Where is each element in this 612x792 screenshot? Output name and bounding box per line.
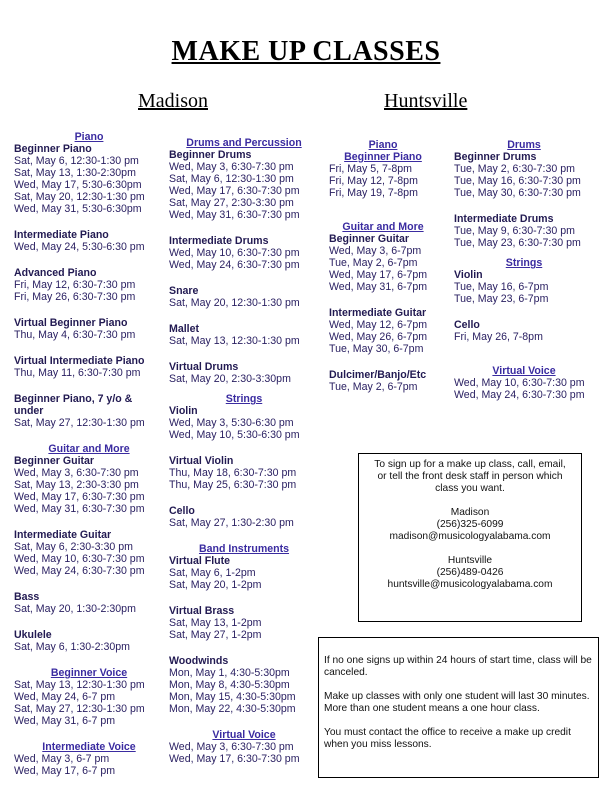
section-heading: Intermediate Voice xyxy=(42,741,136,753)
class-name: Intermediate Piano xyxy=(14,229,109,241)
info-line xyxy=(369,495,571,507)
spacer xyxy=(169,591,319,605)
schedule-line: Wed, May 24, 6:30-7:30 pm xyxy=(454,389,585,401)
schedule-line: Wed, May 10, 5:30-6:30 pm xyxy=(169,429,300,441)
class-name: Snare xyxy=(169,285,199,297)
class-name: Dulcimer/Banjo/Etc xyxy=(329,369,427,381)
schedule-line: Tue, May 2, 6:30-7:30 pm xyxy=(454,163,575,175)
class-name: Violin xyxy=(169,405,198,417)
schedule-line: Sat, May 20, 12:30-1:30 pm xyxy=(14,191,145,203)
spacer xyxy=(14,577,164,591)
schedule-line: Sat, May 27, 12:30-1:30 pm xyxy=(14,417,145,429)
spacer xyxy=(14,215,164,229)
schedule-line: Wed, May 3, 6:30-7:30 pm xyxy=(169,161,294,173)
spacer xyxy=(169,529,319,543)
class-name: Mallet xyxy=(169,323,200,335)
schedule-line: Wed, May 24, 6:30-7:30 pm xyxy=(169,259,300,271)
class-name: Woodwinds xyxy=(169,655,229,667)
schedule-line: Sat, May 13, 12:30-1:30 pm xyxy=(169,335,300,347)
schedule-line: Sat, May 27, 1-2pm xyxy=(169,629,262,641)
section-heading: Drums and Percussion xyxy=(186,137,302,149)
schedule-line: Wed, May 17, 6:30-7:30 pm xyxy=(169,753,300,765)
schedule-line: Wed, May 3, 5:30-6:30 pm xyxy=(169,417,294,429)
schedule-line: Sat, May 6, 1:30-2:30pm xyxy=(14,641,131,653)
huntsville-column-2 xyxy=(454,139,594,401)
info-line: huntsville@musicologyalabama.com xyxy=(387,579,553,590)
section-heading: Virtual Voice xyxy=(212,729,276,741)
class-name: Intermediate Guitar xyxy=(329,307,427,319)
schedule-line: Wed, May 17, 6:30-7:30 pm xyxy=(14,491,145,503)
class-name: Beginner Drums xyxy=(169,149,252,161)
spacer xyxy=(14,379,164,393)
section-heading: Drums xyxy=(507,139,541,151)
schedule-line: Wed, May 24, 6-7 pm xyxy=(14,691,116,703)
info-line: If no one signs up within 24 hours of start time, class will be canceled. xyxy=(324,655,592,678)
schedule-line: Sat, May 27, 12:30-1:30 pm xyxy=(14,703,145,715)
schedule-line: Tue, May 16, 6-7pm xyxy=(454,281,549,293)
class-name: Violin xyxy=(454,269,483,281)
class-name: Virtual Beginner Piano xyxy=(14,317,128,329)
schedule-line: Wed, May 31, 6:30-7:30 pm xyxy=(14,503,145,515)
schedule-line: Mon, May 15, 4:30-5:30pm xyxy=(169,691,296,703)
schedule-line: Wed, May 26, 6-7pm xyxy=(329,331,428,343)
spacer xyxy=(169,491,319,505)
info-line: (256)489-0426 xyxy=(436,567,504,578)
schedule-line: Sat, May 20, 2:30-3:30pm xyxy=(169,373,291,385)
spacer xyxy=(454,357,594,365)
schedule-line: Wed, May 3, 6:30-7:30 pm xyxy=(169,741,294,753)
info-line xyxy=(369,543,571,555)
class-name: Virtual Drums xyxy=(169,361,239,373)
schedule-line: Mon, May 8, 4:30-5:30pm xyxy=(169,679,290,691)
schedule-line: Wed, May 3, 6:30-7:30 pm xyxy=(14,467,139,479)
schedule-line: Wed, May 10, 6:30-7:30 pm xyxy=(454,377,585,389)
spacer xyxy=(14,253,164,267)
class-name: Beginner Guitar xyxy=(329,233,410,245)
schedule-line: Fri, May 12, 7-8pm xyxy=(329,175,418,187)
madison-column-2 xyxy=(169,137,319,765)
schedule-line: Tue, May 2, 6-7pm xyxy=(329,257,418,269)
spacer xyxy=(169,221,319,235)
schedule-line: Thu, May 4, 6:30-7:30 pm xyxy=(14,329,136,341)
class-name: Virtual Flute xyxy=(169,555,231,567)
schedule-line: Wed, May 17, 6:30-7:30 pm xyxy=(169,185,300,197)
schedule-line: Thu, May 11, 6:30-7:30 pm xyxy=(14,367,141,379)
spacer xyxy=(169,271,319,285)
section-heading: Guitar and More xyxy=(48,443,130,455)
schedule-line: Thu, May 25, 6:30-7:30 pm xyxy=(169,479,297,491)
policy-info-box xyxy=(318,637,599,778)
schedule-line: Tue, May 9, 6:30-7:30 pm xyxy=(454,225,575,237)
schedule-line: Sat, May 20, 1-2pm xyxy=(169,579,262,591)
schedule-line: Sat, May 6, 12:30-1:30 pm xyxy=(169,173,294,185)
class-name: Intermediate Guitar xyxy=(14,529,112,541)
info-line: You must contact the office to receive a make up credit when you miss lessons. xyxy=(324,727,571,750)
info-line: Make up classes with only one student will last 30 minutes. More than one student means a one hour class. xyxy=(324,691,590,714)
spacer xyxy=(454,249,594,257)
section-heading: Piano xyxy=(368,139,398,151)
schedule-line: Wed, May 24, 6:30-7:30 pm xyxy=(14,565,145,577)
schedule-line: Wed, May 17, 6-7pm xyxy=(329,269,428,281)
schedule-line: Tue, May 23, 6-7pm xyxy=(454,293,549,305)
schedule-line: Thu, May 18, 6:30-7:30 pm xyxy=(169,467,297,479)
schedule-line: Wed, May 31, 6-7 pm xyxy=(14,715,116,727)
schedule-line: Wed, May 12, 6-7pm xyxy=(329,319,428,331)
section-heading: Beginner Piano xyxy=(344,151,422,163)
spacer xyxy=(329,293,437,307)
spacer xyxy=(14,653,164,667)
section-heading: Strings xyxy=(505,257,543,269)
madison-heading: Madison xyxy=(138,90,208,112)
spacer xyxy=(454,199,594,213)
schedule-line: Sat, May 13, 1:30-2:30pm xyxy=(14,167,136,179)
spacer xyxy=(169,641,319,655)
class-name: Advanced Piano xyxy=(14,267,97,279)
signup-info-box xyxy=(358,453,582,622)
schedule-line: Sat, May 27, 2:30-3:30 pm xyxy=(169,197,294,209)
schedule-line: Sat, May 6, 2:30-3:30 pm xyxy=(14,541,133,553)
schedule-line: Sat, May 20, 12:30-1:30 pm xyxy=(169,297,300,309)
schedule-line: Sat, May 6, 1-2pm xyxy=(169,567,256,579)
schedule-line: Sat, May 6, 12:30-1:30 pm xyxy=(14,155,139,167)
policy-info-content xyxy=(319,638,598,751)
signup-info-content xyxy=(359,454,581,591)
section-heading: Virtual Voice xyxy=(492,365,556,377)
schedule-line: Wed, May 10, 6:30-7:30 pm xyxy=(169,247,300,259)
schedule-line: Fri, May 5, 7-8pm xyxy=(329,163,413,175)
spacer xyxy=(14,303,164,317)
schedule-line: Fri, May 12, 6:30-7:30 pm xyxy=(14,279,136,291)
schedule-line: Sat, May 27, 1:30-2:30 pm xyxy=(169,517,294,529)
class-name: Cello xyxy=(454,319,480,331)
page-title: MAKE UP CLASSES xyxy=(171,36,441,67)
spacer xyxy=(14,515,164,529)
info-line: madison@musicologyalabama.com xyxy=(389,531,551,542)
info-line: To sign up for a make up class, call, email, or tell the front desk staff in person which class you want. xyxy=(374,459,566,494)
class-name: Beginner Drums xyxy=(454,151,537,163)
huntsville-column-1 xyxy=(329,139,437,393)
spacer xyxy=(329,199,437,213)
spacer xyxy=(329,355,437,369)
class-name: Beginner Piano, 7 y/o & xyxy=(14,393,133,405)
class-name: Virtual Violin xyxy=(169,455,234,467)
class-name: Bass xyxy=(14,591,40,603)
class-name: Intermediate Drums xyxy=(454,213,554,225)
class-name: Intermediate Drums xyxy=(169,235,269,247)
spacer xyxy=(169,441,319,455)
section-heading: Band Instruments xyxy=(198,543,290,555)
schedule-line: Wed, May 3, 6-7pm xyxy=(329,245,422,257)
spacer xyxy=(169,347,319,361)
schedule-line: Tue, May 23, 6:30-7:30 pm xyxy=(454,237,581,249)
schedule-line: Wed, May 3, 6-7 pm xyxy=(14,753,110,765)
schedule-line: Sat, May 13, 2:30-3:30 pm xyxy=(14,479,139,491)
schedule-line: Tue, May 30, 6:30-7:30 pm xyxy=(454,187,581,199)
spacer xyxy=(169,385,319,393)
schedule-line: Wed, May 31, 6-7pm xyxy=(329,281,428,293)
spacer xyxy=(14,341,164,355)
spacer xyxy=(454,343,594,357)
info-line: Huntsville xyxy=(447,555,493,566)
schedule-line: Sat, May 13, 12:30-1:30 pm xyxy=(14,679,145,691)
schedule-line: Sat, May 13, 1-2pm xyxy=(169,617,262,629)
info-line: (256)325-6099 xyxy=(436,519,504,530)
spacer xyxy=(169,309,319,323)
spacer xyxy=(169,715,319,729)
schedule-line: Wed, May 24, 5:30-6:30 pm xyxy=(14,241,145,253)
section-heading: Strings xyxy=(225,393,263,405)
schedule-line: Wed, May 17, 5:30-6:30pm xyxy=(14,179,142,191)
schedule-line: Tue, May 16, 6:30-7:30 pm xyxy=(454,175,581,187)
madison-column-1 xyxy=(14,131,164,777)
section-heading: Beginner Voice xyxy=(50,667,128,679)
schedule-line: Fri, May 26, 7-8pm xyxy=(454,331,543,343)
spacer xyxy=(14,615,164,629)
schedule-line: Wed, May 10, 6:30-7:30 pm xyxy=(14,553,145,565)
schedule-line: Fri, May 26, 6:30-7:30 pm xyxy=(14,291,136,303)
schedule-line: Tue, May 2, 6-7pm xyxy=(329,381,418,393)
schedule-line: Fri, May 19, 7-8pm xyxy=(329,187,418,199)
schedule-line: Sat, May 20, 1:30-2:30pm xyxy=(14,603,136,615)
class-name: under xyxy=(14,405,44,417)
class-name: Beginner Piano xyxy=(14,143,92,155)
section-heading: Guitar and More xyxy=(342,221,424,233)
schedule-line: Mon, May 1, 4:30-5:30pm xyxy=(169,667,290,679)
spacer xyxy=(14,429,164,443)
spacer xyxy=(454,305,594,319)
schedule-line: Mon, May 22, 4:30-5:30pm xyxy=(169,703,296,715)
info-line: Madison xyxy=(450,507,490,518)
schedule-line: Tue, May 30, 6-7pm xyxy=(329,343,424,355)
class-name: Ukulele xyxy=(14,629,52,641)
spacer xyxy=(329,213,437,221)
spacer xyxy=(14,727,164,741)
huntsville-heading: Huntsville xyxy=(384,90,468,112)
schedule-line: Wed, May 31, 6:30-7:30 pm xyxy=(169,209,300,221)
schedule-line: Wed, May 17, 6-7 pm xyxy=(14,765,116,777)
class-name: Beginner Guitar xyxy=(14,455,95,467)
class-name: Cello xyxy=(169,505,195,517)
section-heading: Piano xyxy=(74,131,104,143)
schedule-line: Wed, May 31, 5:30-6:30pm xyxy=(14,203,142,215)
class-name: Virtual Intermediate Piano xyxy=(14,355,145,367)
class-name: Virtual Brass xyxy=(169,605,235,617)
